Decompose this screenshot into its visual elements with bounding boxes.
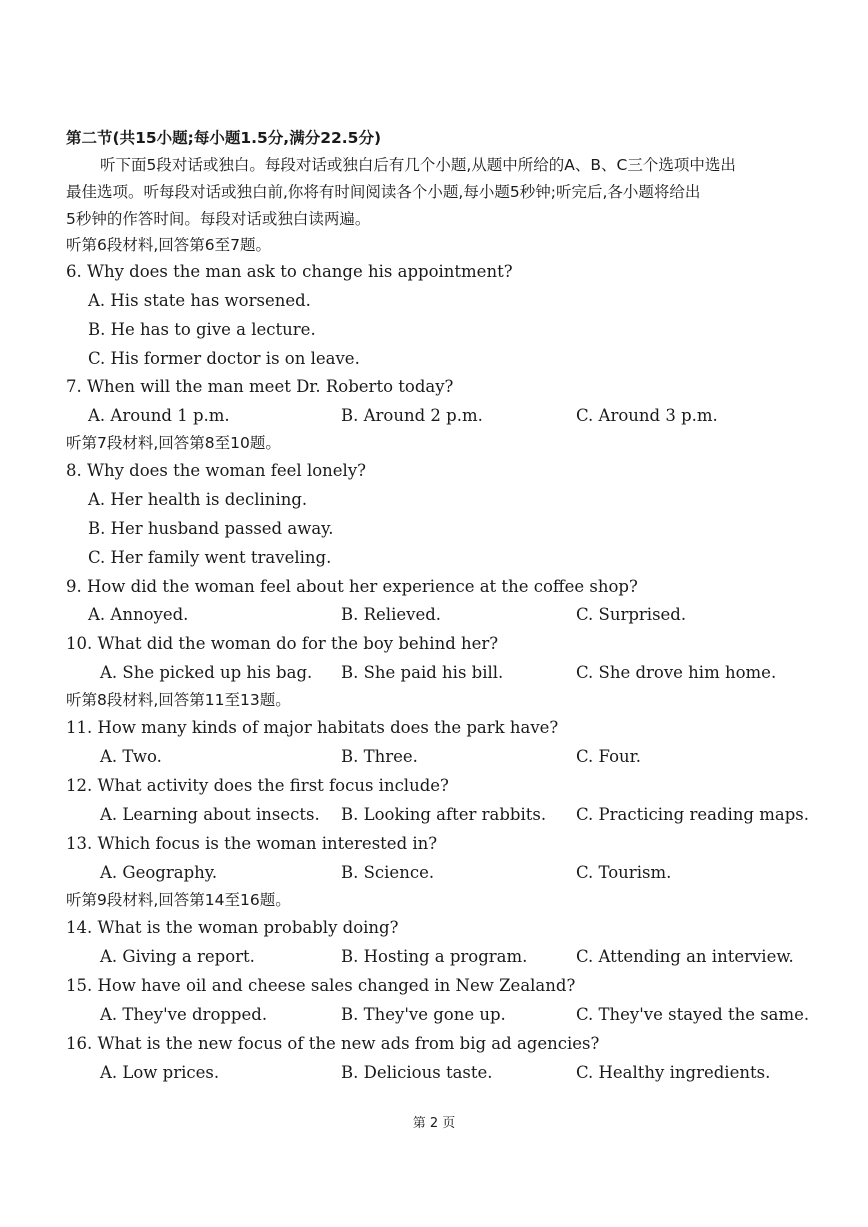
question-15-stem: 15. How have oil and cheese sales changed in New Zealand? (66, 976, 576, 995)
question-13-option-a: A. Geography. (100, 863, 218, 882)
question-11-stem: 11. How many kinds of major habitats does the park have? (66, 718, 559, 737)
material-8-instruction: 听第8段材料,回答第11至13题。 (66, 691, 291, 709)
question-7-stem: 7. When will the man meet Dr. Roberto today? (66, 377, 454, 396)
question-16-stem: 16. What is the new focus of the new ads from big ad agencies? (66, 1034, 600, 1053)
question-7-option-a: A. Around 1 p.m. (88, 406, 230, 425)
question-15-option-b: B. They've gone up. (341, 1005, 506, 1024)
question-10-stem: 10. What did the woman do for the boy behind her? (66, 634, 499, 653)
question-12-option-a: A. Learning about insects. (100, 805, 320, 824)
material-9-instruction: 听第9段材料,回答第14至16题。 (66, 891, 291, 909)
question-13-option-c: C. Tourism. (576, 863, 672, 882)
question-16-option-c: C. Healthy ingredients. (576, 1063, 771, 1082)
question-12-option-b: B. Looking after rabbits. (341, 805, 547, 824)
question-9-option-b: B. Relieved. (341, 605, 442, 624)
question-14-stem: 14. What is the woman probably doing? (66, 918, 399, 937)
question-6-stem: 6. Why does the man ask to change his appointment? (66, 262, 513, 281)
question-15-option-c: C. They've stayed the same. (576, 1005, 810, 1024)
question-8-option-a: A. Her health is declining. (88, 490, 308, 509)
question-11-option-a: A. Two. (100, 747, 162, 766)
question-11-option-b: B. Three. (341, 747, 418, 766)
question-14-option-b: B. Hosting a program. (341, 947, 528, 966)
question-9-option-a: A. Annoyed. (88, 605, 189, 624)
section-title: 第二节(共15小题;每小题1.5分,满分22.5分) (66, 129, 382, 147)
question-9-stem: 9. How did the woman feel about her experience at the coffee shop? (66, 577, 638, 596)
question-13-option-b: B. Science. (341, 863, 435, 882)
question-6-option-c: C. His former doctor is on leave. (88, 349, 360, 368)
question-8-option-c: C. Her family went traveling. (88, 548, 332, 567)
question-13-stem: 13. Which focus is the woman interested in? (66, 834, 438, 853)
section-intro-line-3: 5秒钟的作答时间。每段对话或独白读两遍。 (66, 210, 371, 228)
question-6-option-b: B. He has to give a lecture. (88, 320, 316, 339)
material-6-instruction: 听第6段材料,回答第6至7题。 (66, 236, 272, 254)
section-intro-line-1: 听下面5段对话或独白。每段对话或独白后有几个小题,从题中所给的A、B、C三个选项中选出 (100, 156, 736, 174)
question-14-option-c: C. Attending an interview. (576, 947, 794, 966)
question-6-option-a: A. His state has worsened. (88, 291, 311, 310)
question-8-option-b: B. Her husband passed away. (88, 519, 334, 538)
question-15-option-a: A. They've dropped. (100, 1005, 268, 1024)
question-10-option-a: A. She picked up his bag. (100, 663, 313, 682)
page-number: 第 2 页 (412, 1116, 456, 1131)
question-16-option-b: B. Delicious taste. (341, 1063, 493, 1082)
question-11-option-c: C. Four. (576, 747, 641, 766)
question-7-option-c: C. Around 3 p.m. (576, 406, 718, 425)
material-7-instruction: 听第7段材料,回答第8至10题。 (66, 434, 281, 452)
question-7-option-b: B. Around 2 p.m. (341, 406, 483, 425)
question-12-stem: 12. What activity does the first focus include? (66, 776, 449, 795)
question-9-option-c: C. Surprised. (576, 605, 687, 624)
question-8-stem: 8. Why does the woman feel lonely? (66, 461, 366, 480)
question-12-option-c: C. Practicing reading maps. (576, 805, 809, 824)
question-16-option-a: A. Low prices. (100, 1063, 220, 1082)
question-10-option-b: B. She paid his bill. (341, 663, 504, 682)
question-10-option-c: C. She drove him home. (576, 663, 777, 682)
section-intro-line-2: 最佳选项。听每段对话或独白前,你将有时间阅读各个小题,每小题5秒钟;听完后,各小题将给出 (66, 183, 701, 201)
question-14-option-a: A. Giving a report. (100, 947, 255, 966)
